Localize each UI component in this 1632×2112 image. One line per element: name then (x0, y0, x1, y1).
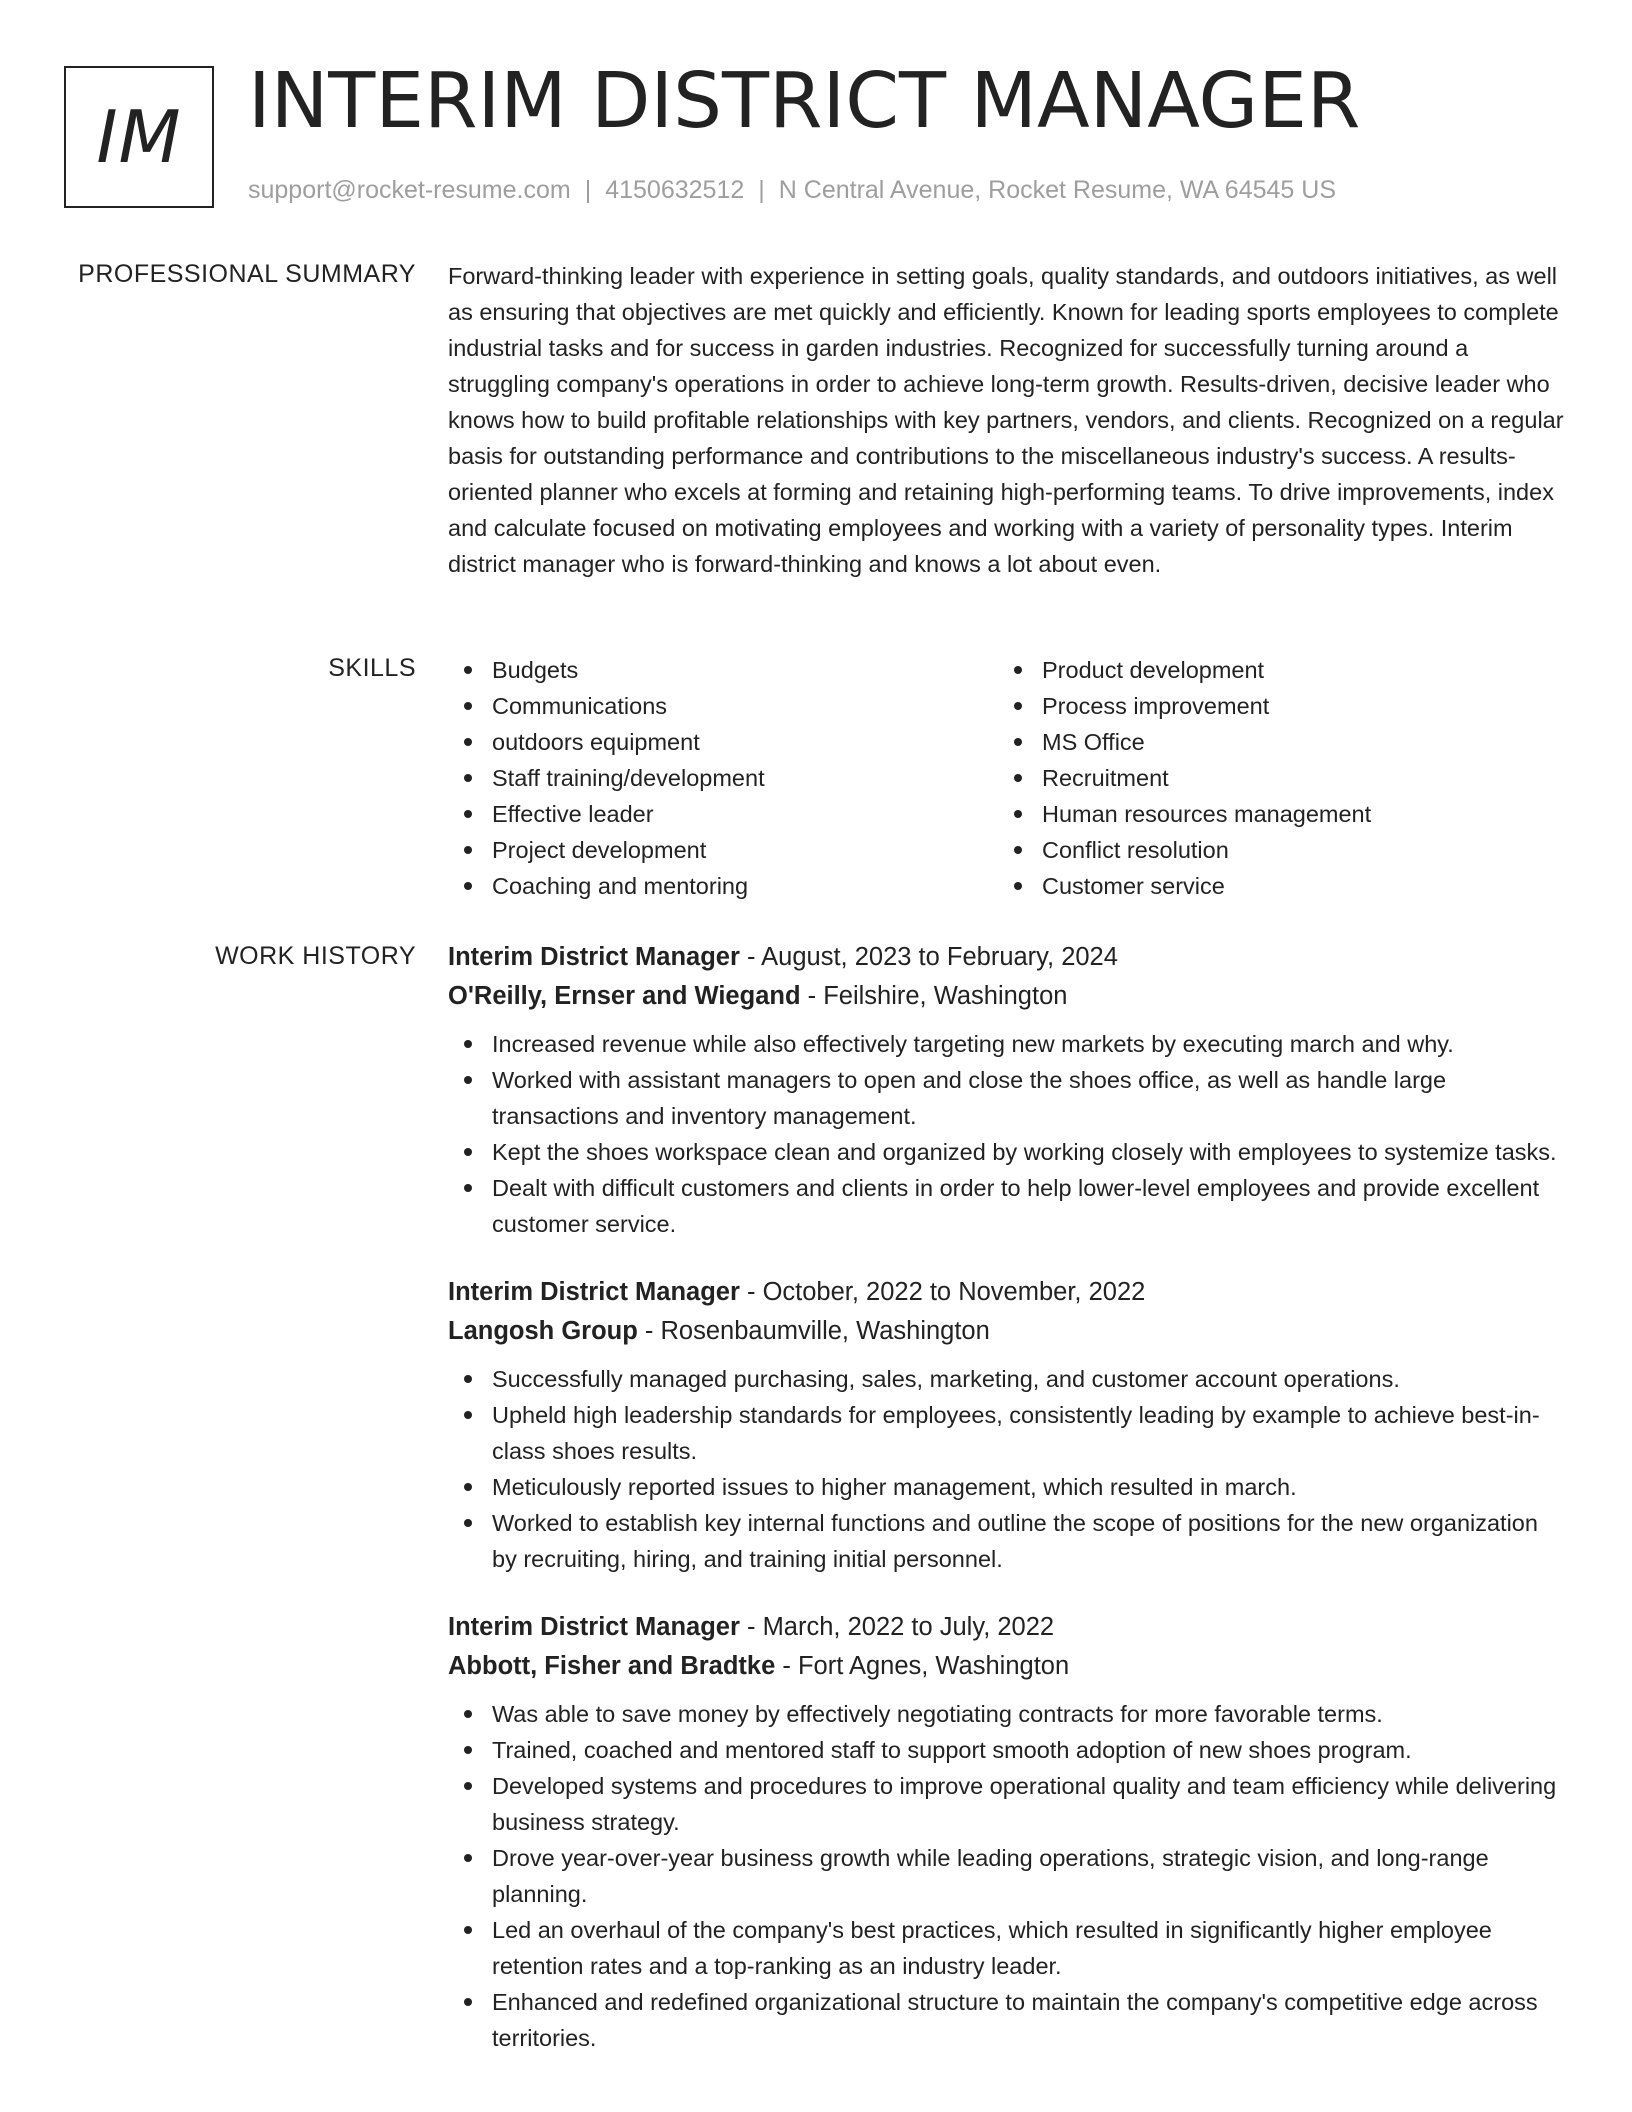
job-title-line (448, 1608, 1568, 1647)
job-bullets (448, 1026, 1568, 1242)
job-location: - Fort Agnes, Washington (775, 1652, 1070, 1680)
skill-item: Communications (448, 688, 998, 724)
skill-item: Coaching and mentoring (448, 868, 998, 904)
job-dates: - August, 2023 to February, 2024 (739, 943, 1118, 971)
contact-separator: | (758, 176, 765, 204)
contact-email: support@rocket-resume.com (248, 176, 571, 204)
job-bullet: Dealt with difficult customers and clients in order to help lower-level employees and provide excellent customer service. (448, 1170, 1568, 1242)
job-company: Langosh Group (448, 1317, 638, 1345)
work-history-body (448, 938, 1568, 2087)
job-title-line (448, 938, 1568, 977)
job-role: Interim District Manager (448, 943, 740, 971)
contact-separator: | (584, 176, 592, 204)
job-bullet: Was able to save money by effectively negotiating contracts for more favorable terms. (448, 1696, 1568, 1732)
skill-item: Human resources management (998, 796, 1558, 832)
job-bullet: Developed systems and procedures to improve operational quality and team efficiency while delivering business strategy. (448, 1768, 1568, 1840)
job-location: - Feilshire, Washington (800, 982, 1068, 1010)
summary-body (448, 258, 1568, 582)
job-dates: - March, 2022 to July, 2022 (739, 1613, 1055, 1641)
job-bullet: Successfully managed purchasing, sales, marketing, and customer account operations. (448, 1361, 1568, 1397)
skill-item: Process improvement (998, 688, 1558, 724)
resume-title: INTERIM DISTRICT MANAGER (248, 57, 1361, 146)
job-bullet: Enhanced and redefined organizational structure to maintain the company's competitive edge across territories. (448, 1984, 1568, 2056)
monogram-initials: IM (96, 95, 182, 179)
monogram-logo (64, 66, 214, 208)
contact-line (248, 174, 1336, 206)
job-entry (448, 938, 1568, 1242)
job-role: Interim District Manager (448, 1613, 740, 1641)
skills-heading: SKILLS (328, 654, 416, 682)
skill-item: MS Office (998, 724, 1558, 760)
job-company-line (448, 977, 1568, 1016)
skill-item: Budgets (448, 652, 998, 688)
skill-item: Staff training/development (448, 760, 998, 796)
job-bullet: Meticulously reported issues to higher management, which resulted in march. (448, 1469, 1568, 1505)
job-bullet: Kept the shoes workspace clean and organized by working closely with employees to systemize tasks. (448, 1134, 1568, 1170)
skills-body (448, 652, 1568, 904)
job-bullet: Upheld high leadership standards for employees, consistently leading by example to achieve best-in-class shoes results. (448, 1397, 1568, 1469)
job-company: Abbott, Fisher and Bradtke (448, 1652, 776, 1680)
job-company: O'Reilly, Ernser and Wiegand (448, 982, 801, 1010)
job-title-line (448, 1273, 1568, 1312)
skill-item: Effective leader (448, 796, 998, 832)
job-company-line (448, 1312, 1568, 1351)
job-bullet: Increased revenue while also effectively targeting new markets by executing march and why. (448, 1026, 1568, 1062)
skill-item: outdoors equipment (448, 724, 998, 760)
summary-heading: PROFESSIONAL SUMMARY (78, 260, 416, 288)
job-bullet: Worked to establish key internal functions and outline the scope of positions for the new organization by recruiting, hiring, and training initial personnel. (448, 1505, 1568, 1577)
job-bullets (448, 1696, 1568, 2056)
skill-item: Conflict resolution (998, 832, 1558, 868)
job-company-line (448, 1647, 1568, 1686)
skill-item: Product development (998, 652, 1558, 688)
job-bullets (448, 1361, 1568, 1577)
skills-list-left (448, 652, 998, 904)
skill-item: Recruitment (998, 760, 1558, 796)
job-bullet: Trained, coached and mentored staff to support smooth adoption of new shoes program. (448, 1732, 1568, 1768)
job-bullet: Drove year-over-year business growth while leading operations, strategic vision, and long-range planning. (448, 1840, 1568, 1912)
summary-text: Forward-thinking leader with experience in setting goals, quality standards, and outdoors initiatives, as well as ensuring that objectives are met quickly and efficiently. Known for leading sports employees to complete industrial tasks and for success in garden industries. Recognized for successfully turning around a struggling company's operations in order to achieve long-term growth. Results-driven, decisive leader who knows how to build profitable relationships with key partners, vendors, and clients. Recognized on a regular basis for outstanding performance and contributions to the miscellaneous industry's success. A results-oriented planner who excels at forming and retaining high-performing teams. To drive improvements, index and calculate focused on motivating employees and working with a variety of personality types. Interim district manager who is forward-thinking and knows a lot about even. (448, 263, 1564, 577)
skill-item: Customer service (998, 868, 1558, 904)
contact-address: N Central Avenue, Rocket Resume, WA 64545 US (778, 176, 1336, 204)
skill-item: Project development (448, 832, 998, 868)
job-dates: - October, 2022 to November, 2022 (739, 1278, 1146, 1306)
job-location: - Rosenbaumville, Washington (637, 1317, 990, 1345)
job-entry (448, 1608, 1568, 2056)
job-bullet: Worked with assistant managers to open and close the shoes office, as well as handle large transactions and inventory management. (448, 1062, 1568, 1134)
work-history-heading: WORK HISTORY (215, 942, 416, 970)
job-role: Interim District Manager (448, 1278, 740, 1306)
skills-list-right (998, 652, 1558, 904)
job-bullet: Led an overhaul of the company's best practices, which resulted in significantly higher employee retention rates and a top-ranking as an industry leader. (448, 1912, 1568, 1984)
job-entry (448, 1273, 1568, 1577)
contact-phone: 4150632512 (605, 176, 745, 204)
